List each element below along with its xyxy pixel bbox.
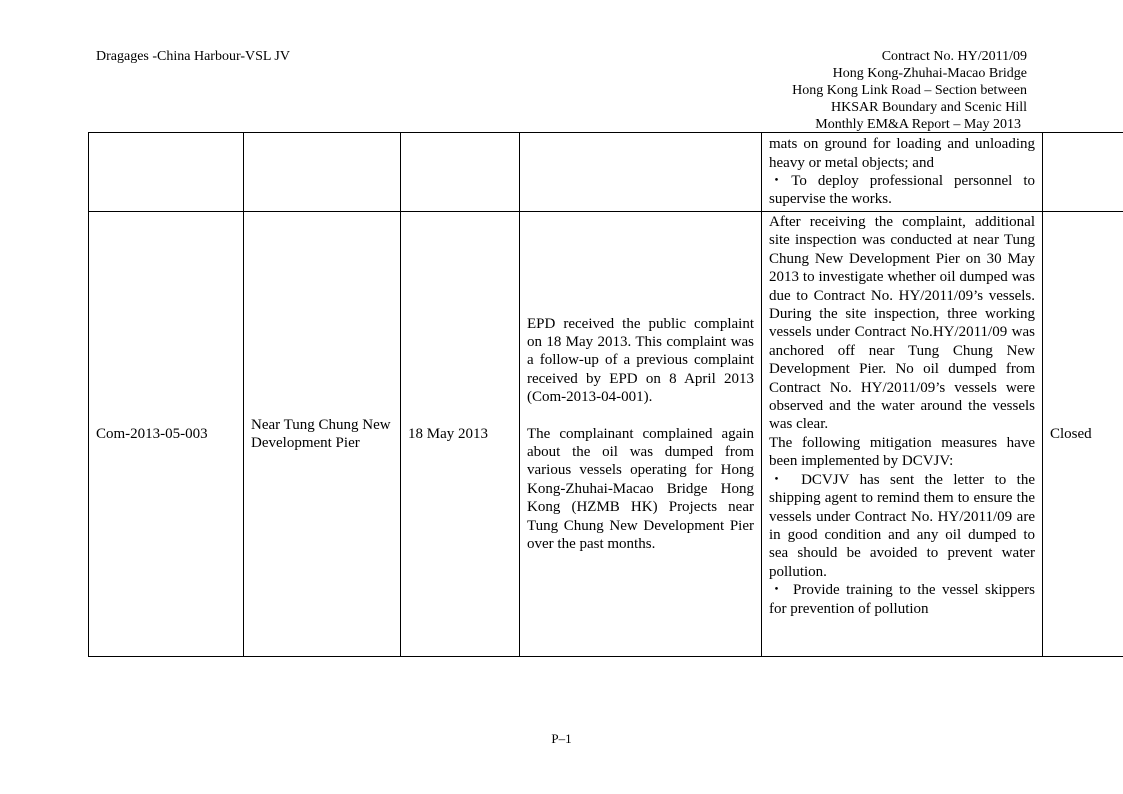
table-row [89,212,1123,657]
continued-action-bullet: ・To deploy professional personnel to supervise the works. [769,173,1035,208]
cell-continued-action [762,133,1043,212]
description-para-1: EPD received the public complaint on 18 May 2013. This complaint was a follow-up of a previous complaint received by EPD on 8 April 2013 (Com-2013-04-001). [527,315,754,406]
contract-number: Contract No. HY/2011/09 [881,49,1027,64]
report-title: Monthly EM&A Report – May 2013 [815,117,1021,132]
action-para-2: The following mitigation measures have been implemented by DCVJV: [769,434,1035,470]
cell-empty [1043,133,1123,212]
action-bullet-1: ・ DCVJV has sent the letter to the shipping agent to remind them to ensure the vessels under Contract No. HY/2011/09 are in good condition and any oil dumped to sea should be avoided to prevent water pollution. [769,471,1035,580]
complaint-location: Near Tung Chung New Development Pier [244,212,401,657]
cell-empty [520,133,762,212]
company-name: Dragages -China Harbour-VSL JV [96,49,290,64]
complaint-log-table [88,132,1123,657]
continued-action-text: mats on ground for loading and unloading heavy or metal objects; and [769,136,1035,171]
description-para-2: The complainant complained again about the oil was dumped from various vessels operating for Hong Kong-Zhuhai-Macao Bridge Hong Kong (HZMB HK) Projects near Tung Chung New Development Pier over the past months. [527,425,754,553]
complaint-date: 18 May 2013 [401,212,520,657]
section-line-1: Hong Kong Link Road – Section between [792,83,1027,98]
cell-empty [401,133,520,212]
cell-empty [244,133,401,212]
follow-up-action [762,212,1043,657]
cell-empty [89,133,244,212]
complaint-description [520,212,762,657]
project-name: Hong Kong-Zhuhai-Macao Bridge [832,66,1027,81]
action-para-1: After receiving the complaint, additional site inspection was conducted at near Tung Chung New Development Pier on 30 May 2013 to investigate whether oil dumped was due to Contract No. HY/2011/09’s vessels. During the site inspection, three working vessels under Contract No.HY/2011/09 was anchored off near Tung Chung New Development Pier. No oil dumped from Contract No. HY/2011/09’s vessels were observed and the water around the vessels was clear. [769,214,1035,433]
page-number: P–1 [551,731,572,746]
status-cell: Closed [1043,212,1123,657]
table-row-continuation [89,133,1123,212]
section-line-2: HKSAR Boundary and Scenic Hill [831,100,1027,115]
complaint-ref: Com-2013-05-003 [89,212,244,657]
action-bullet-2: ・ Provide training to the vessel skippers for prevention of pollution [769,582,1035,617]
report-header [792,48,1027,133]
